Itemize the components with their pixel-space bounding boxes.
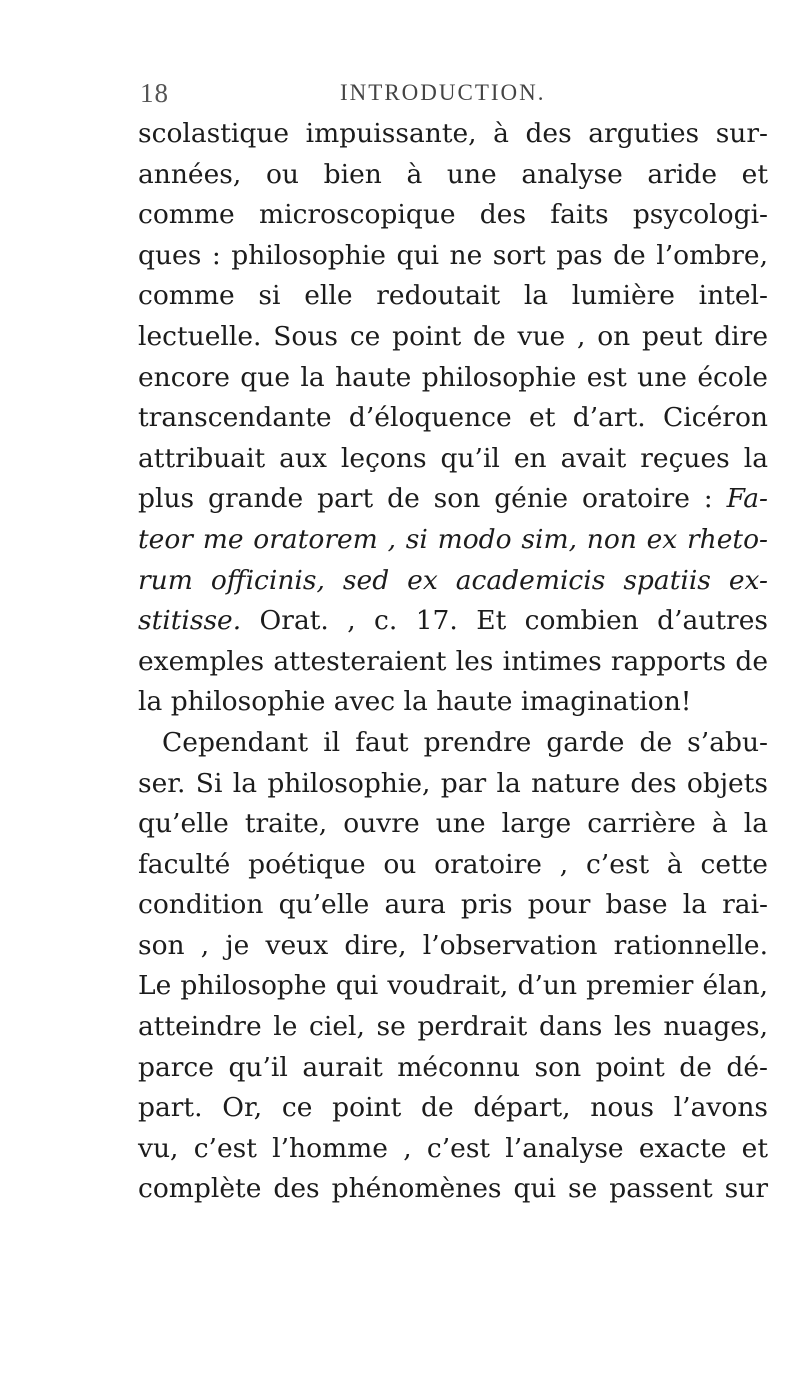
paragraph-start-line: Cependant il faut prendre garde de s’abu- xyxy=(162,726,768,758)
text-segment: plus grande part de son génie oratoire : xyxy=(138,483,727,515)
text-line: son , je veux dire, l’observation rationnelle. xyxy=(138,929,768,961)
text-line: lectuelle. Sous ce point de vue , on peut dire xyxy=(138,320,768,352)
text-line: comme si elle redoutait la lumière intel- xyxy=(138,280,768,312)
text-line: faculté poétique ou oratoire , c’est à cette xyxy=(138,848,768,880)
text-line: comme microscopique des faits psycologi- xyxy=(138,199,768,231)
latin-quote-line: teor me oratorem , si modo sim, non ex rheto- xyxy=(138,523,768,555)
latin-quote: Fa- xyxy=(726,483,768,515)
text-line: exemples attesteraient les intimes rapports de xyxy=(138,645,768,677)
text-line: vu, c’est l’homme , c’est l’analyse exacte et xyxy=(138,1132,768,1164)
text-line: Le philosophe qui voudrait, d’un premier élan, xyxy=(138,970,768,1002)
text-line: qu’elle traite, ouvre une large carrière à la xyxy=(138,808,768,840)
text-line: transcendante d’éloquence et d’art. Cicéron xyxy=(138,402,768,434)
text-line: ques : philosophie qui ne sort pas de l’ombre, xyxy=(138,239,768,271)
body-text xyxy=(138,114,768,1210)
text-line xyxy=(138,601,768,642)
text-line: atteindre le ciel, se perdrait dans les nuages, xyxy=(138,1011,768,1043)
text-line xyxy=(138,479,768,520)
running-head: INTRODUCTION. xyxy=(340,80,546,105)
text-line: complète des phénomènes qui se passent sur xyxy=(138,1173,768,1205)
page-number: 18 xyxy=(140,78,169,108)
citation-text: Orat. , c. 17. Et combien d’autres xyxy=(241,605,768,637)
text-line: condition qu’elle aura pris pour base la rai- xyxy=(138,889,768,921)
text-line: années, ou bien à une analyse aride et xyxy=(138,158,768,190)
text-line: scolastique impuissante, à des arguties sur- xyxy=(138,118,768,149)
text-line: parce qu’il aurait méconnu son point de dé- xyxy=(138,1051,768,1083)
latin-quote-line: rum officinis, sed ex academicis spatiis ex- xyxy=(138,564,768,596)
page-header xyxy=(140,78,760,112)
text-line: ser. Si la philosophie, par la nature des objets xyxy=(138,767,768,799)
text-line: attribuait aux leçons qu’il en avait reçues la xyxy=(138,442,768,474)
text-line: part. Or, ce point de départ, nous l’avons xyxy=(138,1092,768,1124)
text-line: la philosophie avec la haute imagination! xyxy=(138,686,692,718)
text-line: encore que la haute philosophie est une école xyxy=(138,361,768,393)
latin-quote: stitisse. xyxy=(138,605,242,637)
